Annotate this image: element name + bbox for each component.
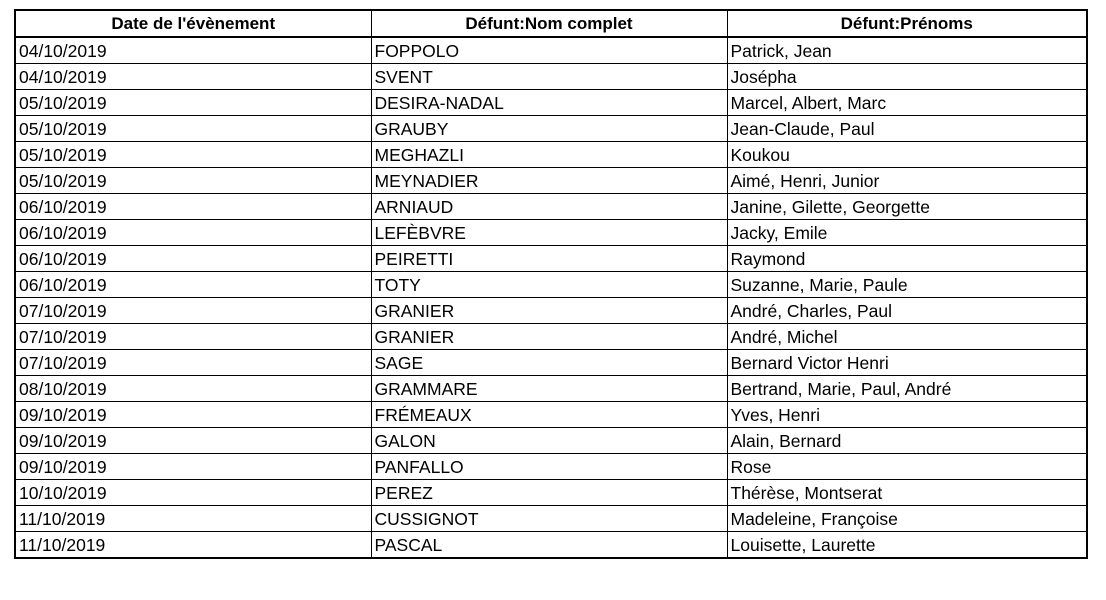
table-row [15,454,1087,480]
table-row [15,220,1087,246]
header-prenoms: Défunt:Prénoms [727,10,1087,37]
cell-prenoms: Louisette, Laurette [727,532,1087,559]
cell-nom: PEREZ [371,480,727,506]
cell-prenoms: Marcel, Albert, Marc [727,90,1087,116]
cell-prenoms: Patrick, Jean [727,37,1087,64]
cell-prenoms: Bernard Victor Henri [727,350,1087,376]
cell-prenoms: André, Michel [727,324,1087,350]
cell-prenoms: Yves, Henri [727,402,1087,428]
table-row [15,298,1087,324]
cell-date: 09/10/2019 [15,402,371,428]
header-date: Date de l'évènement [15,10,371,37]
cell-nom: MEYNADIER [371,168,727,194]
cell-date: 10/10/2019 [15,480,371,506]
cell-nom: CUSSIGNOT [371,506,727,532]
table-row [15,142,1087,168]
death-registry-table [14,9,1088,559]
table-row [15,402,1087,428]
cell-nom: MEGHAZLI [371,142,727,168]
death-registry-sheet [14,9,1086,559]
cell-date: 04/10/2019 [15,37,371,64]
cell-date: 07/10/2019 [15,324,371,350]
cell-date: 08/10/2019 [15,376,371,402]
cell-prenoms: Rose [727,454,1087,480]
cell-nom: GRANIER [371,298,727,324]
cell-prenoms: Aimé, Henri, Junior [727,168,1087,194]
table-row [15,246,1087,272]
cell-nom: PEIRETTI [371,246,727,272]
cell-prenoms: Raymond [727,246,1087,272]
table-row [15,376,1087,402]
cell-prenoms: Jean-Claude, Paul [727,116,1087,142]
cell-prenoms: André, Charles, Paul [727,298,1087,324]
cell-date: 06/10/2019 [15,246,371,272]
cell-date: 06/10/2019 [15,194,371,220]
cell-prenoms: Janine, Gilette, Georgette [727,194,1087,220]
cell-date: 05/10/2019 [15,116,371,142]
table-row [15,64,1087,90]
table-row [15,428,1087,454]
cell-date: 06/10/2019 [15,272,371,298]
cell-nom: DESIRA-NADAL [371,90,727,116]
cell-prenoms: Madeleine, Françoise [727,506,1087,532]
header-nom-complet: Défunt:Nom complet [371,10,727,37]
table-row [15,116,1087,142]
table-row [15,168,1087,194]
cell-date: 06/10/2019 [15,220,371,246]
table-row [15,350,1087,376]
cell-prenoms: Josépha [727,64,1087,90]
cell-date: 09/10/2019 [15,454,371,480]
cell-nom: TOTY [371,272,727,298]
table-body [15,37,1087,558]
cell-prenoms: Suzanne, Marie, Paule [727,272,1087,298]
cell-date: 09/10/2019 [15,428,371,454]
table-row [15,324,1087,350]
table-row [15,480,1087,506]
cell-nom: GALON [371,428,727,454]
cell-date: 11/10/2019 [15,506,371,532]
cell-nom: SVENT [371,64,727,90]
cell-prenoms: Koukou [727,142,1087,168]
cell-prenoms: Thérèse, Montserat [727,480,1087,506]
cell-prenoms: Alain, Bernard [727,428,1087,454]
cell-nom: ARNIAUD [371,194,727,220]
cell-date: 05/10/2019 [15,142,371,168]
cell-date: 11/10/2019 [15,532,371,559]
table-row [15,506,1087,532]
cell-nom: FOPPOLO [371,37,727,64]
table-row [15,194,1087,220]
cell-nom: FRÉMEAUX [371,402,727,428]
cell-nom: LEFÈBVRE [371,220,727,246]
table-row [15,532,1087,559]
cell-date: 05/10/2019 [15,168,371,194]
cell-prenoms: Jacky, Emile [727,220,1087,246]
cell-prenoms: Bertrand, Marie, Paul, André [727,376,1087,402]
table-row [15,90,1087,116]
table-row [15,37,1087,64]
cell-date: 07/10/2019 [15,350,371,376]
cell-nom: GRAMMARE [371,376,727,402]
cell-nom: SAGE [371,350,727,376]
cell-date: 07/10/2019 [15,298,371,324]
cell-nom: PANFALLO [371,454,727,480]
header-row [15,10,1087,37]
cell-date: 04/10/2019 [15,64,371,90]
cell-nom: GRANIER [371,324,727,350]
cell-nom: GRAUBY [371,116,727,142]
table-row [15,272,1087,298]
cell-nom: PASCAL [371,532,727,559]
cell-date: 05/10/2019 [15,90,371,116]
